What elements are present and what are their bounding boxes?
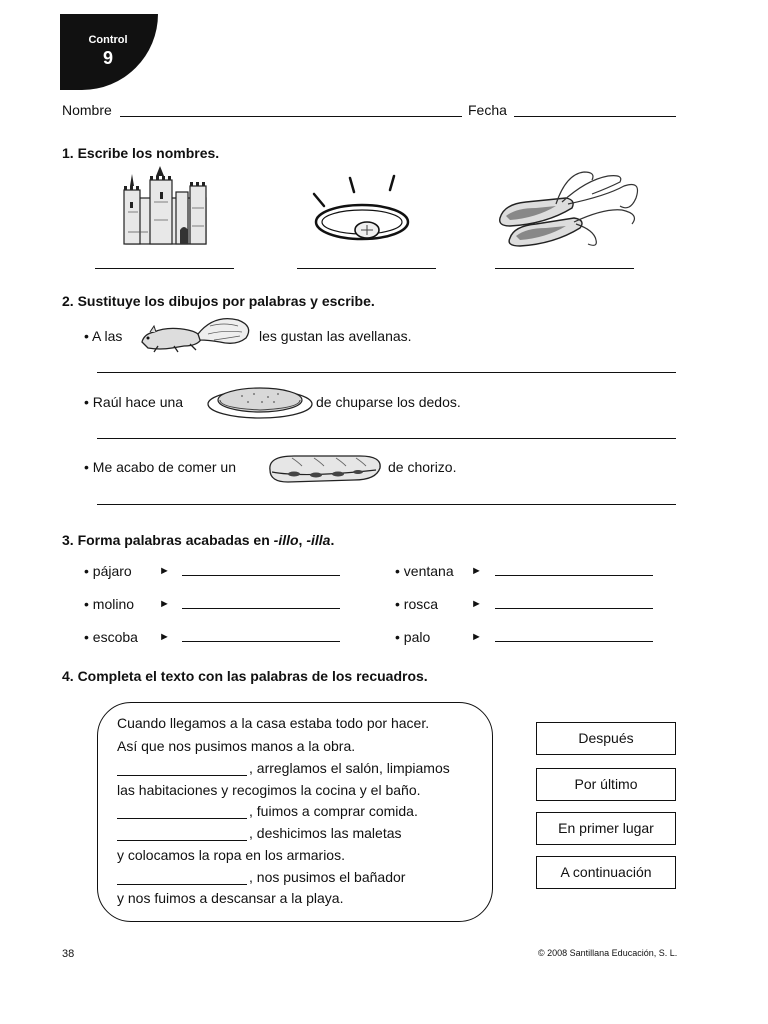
q1-title: 1. Escribe los nombres.	[62, 145, 220, 161]
q3-answer-line-right-2[interactable]	[495, 608, 653, 609]
arrow-icon: ►	[471, 598, 482, 610]
q2-answer-line-2[interactable]	[97, 438, 676, 439]
castle-image	[120, 172, 212, 246]
q3-word-right-1: • ventana	[395, 563, 454, 579]
q3-answer-line-left-1[interactable]	[182, 575, 340, 576]
text-line-8-text: , nos pusimos el bañador	[249, 869, 406, 885]
blank-1[interactable]	[117, 761, 247, 776]
text-line-7: y colocamos la ropa en los armarios.	[117, 847, 345, 863]
word-box-despues: Después	[536, 722, 676, 755]
q3-title-suffix2: -illa	[306, 532, 331, 548]
word-box-a-continuacion: A continuación	[536, 856, 676, 889]
q3-word-right-3: • palo	[395, 629, 431, 645]
q2-answer-line-1[interactable]	[97, 372, 676, 373]
squirrel-image	[138, 316, 254, 352]
q2-item1-after: les gustan las avellanas.	[259, 328, 412, 344]
badge-number: 9	[102, 48, 113, 68]
text-line-5	[117, 803, 418, 819]
q3-answer-line-right-1[interactable]	[495, 575, 653, 576]
arrow-icon: ►	[471, 565, 482, 577]
text-line-4: las habitaciones y recogimos la cocina y el baño.	[117, 782, 421, 798]
date-line[interactable]	[514, 116, 676, 117]
q2-item3-before: • Me acabo de comer un	[84, 459, 236, 475]
q2-title: 2. Sustituye los dibujos por palabras y escribe.	[62, 293, 375, 309]
blank-2[interactable]	[117, 804, 247, 819]
text-line-9: y nos fuimos a descansar a la playa.	[117, 890, 344, 906]
copyright: © 2008 Santillana Educación, S. L.	[538, 948, 678, 958]
q2-answer-line-3[interactable]	[97, 504, 676, 505]
omelette-image	[206, 382, 314, 420]
q2-item2-before: • Raúl hace una	[84, 394, 184, 410]
q3-answer-line-left-3[interactable]	[182, 641, 340, 642]
arrow-icon: ►	[471, 631, 482, 643]
q3-word-left-1: • pájaro	[84, 563, 132, 579]
text-line-6	[117, 825, 402, 841]
arrow-icon: ►	[159, 565, 170, 577]
text-line-3-text: , arreglamos el salón, limpiamos	[249, 760, 450, 776]
q3-title-prefix: 3. Forma palabras acabadas en	[62, 532, 274, 548]
q4-title: 4. Completa el texto con las palabras de los recuadros.	[62, 668, 428, 684]
sandwich-image	[264, 450, 384, 486]
q3-word-left-3: • escoba	[84, 629, 138, 645]
control-badge	[60, 14, 158, 90]
text-line-2: Así que nos pusimos manos a la obra.	[117, 738, 356, 754]
q3-answer-line-left-2[interactable]	[182, 608, 340, 609]
q3-word-left-2: • molino	[84, 596, 135, 612]
ballet-shoes-image	[496, 168, 644, 250]
text-line-6-text: , deshicimos las maletas	[249, 825, 402, 841]
name-label: Nombre	[62, 102, 112, 118]
date-label: Fecha	[468, 102, 507, 118]
q3-answer-line-right-3[interactable]	[495, 641, 653, 642]
q3-title-sep: ,	[298, 532, 307, 548]
ring-image	[312, 172, 414, 242]
answer-line-ballet-shoes[interactable]	[495, 268, 634, 269]
arrow-icon: ►	[159, 631, 170, 643]
q2-item3-after: de chorizo.	[388, 459, 457, 475]
q2-item1-before: • A las	[84, 328, 123, 344]
q3-title	[62, 532, 334, 548]
page-number: 38	[62, 948, 75, 960]
name-line[interactable]	[120, 116, 462, 117]
q3-title-end: .	[330, 532, 335, 548]
word-box-en-primer-lugar: En primer lugar	[536, 812, 676, 845]
answer-line-castle[interactable]	[95, 268, 234, 269]
text-line-3	[117, 760, 450, 776]
blank-4[interactable]	[117, 870, 247, 885]
text-line-5-text: , fuimos a comprar comida.	[249, 803, 418, 819]
answer-line-ring[interactable]	[297, 268, 436, 269]
q3-title-suffix1: -illo	[273, 532, 299, 548]
word-box-por-ultimo: Por último	[536, 768, 676, 801]
badge-label: Control	[88, 34, 128, 46]
arrow-icon: ►	[159, 598, 170, 610]
text-line-8	[117, 869, 405, 885]
q2-item2-after: de chuparse los dedos.	[316, 394, 461, 410]
q3-word-right-2: • rosca	[395, 596, 439, 612]
blank-3[interactable]	[117, 826, 247, 841]
text-line-1: Cuando llegamos a la casa estaba todo por hacer.	[117, 715, 430, 731]
